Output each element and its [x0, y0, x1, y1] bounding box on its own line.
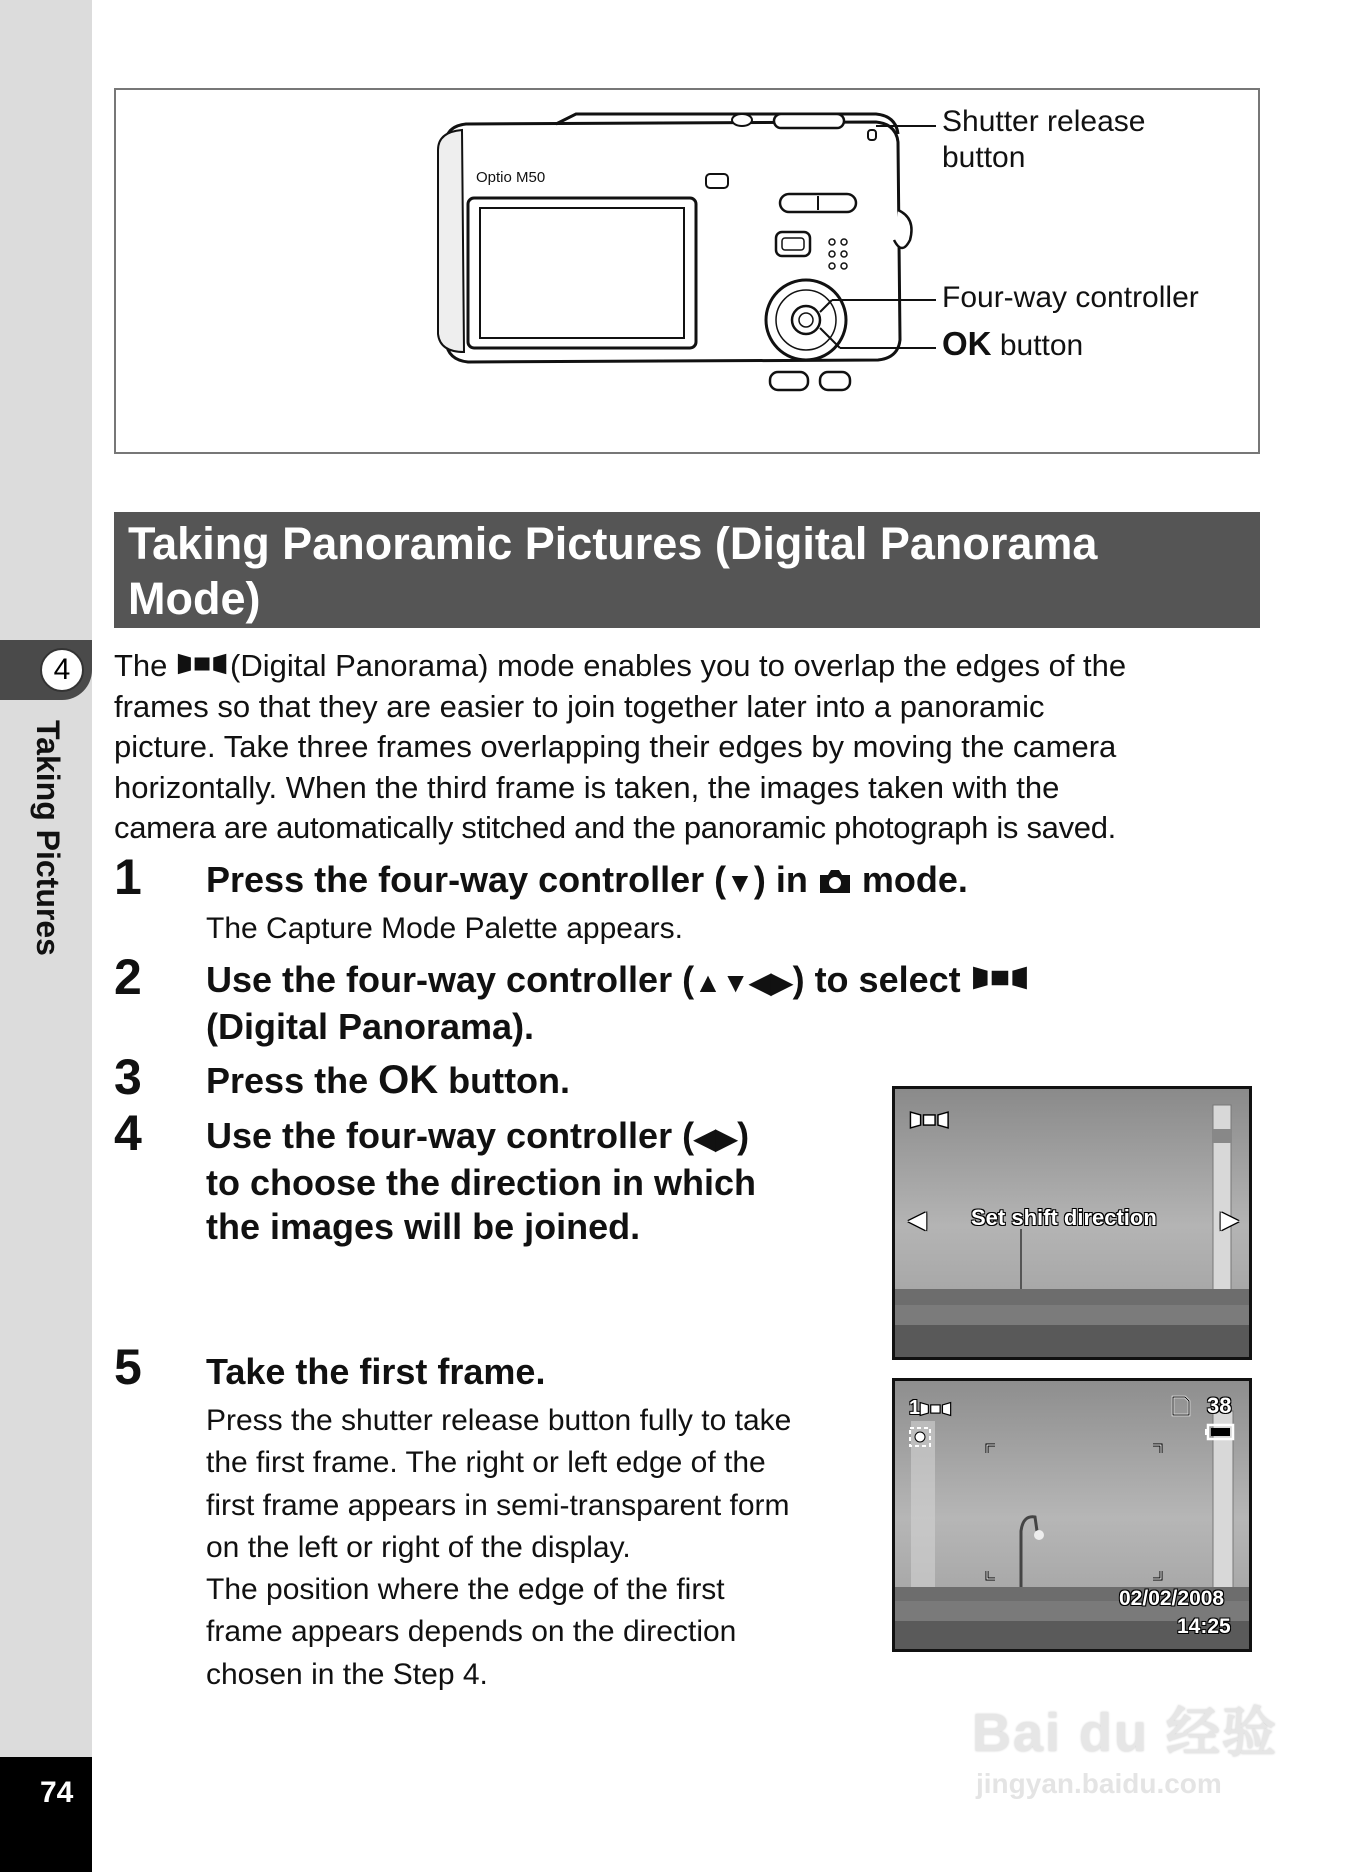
panorama-scene-photo	[895, 1381, 1252, 1652]
step-3-number: 3	[114, 1049, 142, 1105]
chapter-title: Taking Pictures	[30, 720, 66, 956]
camera-illustration-frame	[114, 88, 1260, 454]
step-2-instruction: Use the four-way controller (▲▼◀▶) to select (Digital Panorama).	[206, 958, 1031, 1049]
frame-index: 1	[909, 1397, 921, 1419]
digital-panorama-icon	[176, 650, 230, 678]
face-detection-icon	[909, 1427, 931, 1447]
section-title: Taking Panoramic Pictures (Digital Panorama Mode)	[128, 518, 1098, 624]
right-arrow-icon: ▶	[1221, 1207, 1238, 1232]
step-1-instruction: Press the four-way controller (▼) in mode.	[206, 859, 968, 900]
left-arrow-icon: ◀	[909, 1207, 926, 1232]
callout-four-way-controller: Four-way controller	[942, 281, 1199, 314]
step-5-title: Take the first frame.	[206, 1351, 546, 1392]
step-2-number: 2	[114, 949, 142, 1005]
page-number: 74	[40, 1776, 74, 1809]
step-5-number: 5	[114, 1339, 142, 1395]
capture-date: 02/02/2008	[1119, 1587, 1225, 1610]
baidu-watermark-url: jingyan.baidu.com	[976, 1768, 1222, 1799]
baidu-watermark: Bai du 经验	[972, 1703, 1279, 1763]
digital-panorama-icon	[909, 1109, 951, 1131]
intro-paragraph: The (Digital Panorama) mode enables you to overlap the edges of the frames so that they are easier to join together later into a panoramic picture. Take three frames overlapping their edges by moving the camera horizontally. When the third frame is taken, the images taken with the camera are automatically stitched and the panoramic photograph is saved.	[114, 648, 1127, 845]
set-shift-direction-label: Set shift direction	[971, 1205, 1157, 1230]
lcd-screen-set-direction	[892, 1086, 1252, 1360]
digital-panorama-icon	[919, 1399, 953, 1419]
digital-panorama-icon	[971, 962, 1031, 994]
callout-shutter-release: Shutter release button	[942, 105, 1146, 174]
memory-card-icon	[1171, 1395, 1191, 1417]
lcd-screen-first-frame	[892, 1378, 1252, 1652]
battery-icon	[1205, 1423, 1235, 1441]
step-5-description: Press the shutter release button fully to take the first frame. The right or left edge of the first frame appears in semi-transparent form on the left or right of the display. The position where the edge of the first frame appears depends on the direction chosen in the Step 4.	[206, 1404, 792, 1691]
camera-icon	[818, 867, 852, 895]
step-4-instruction: Use the four-way controller (◀▶) to choose the direction in which the images will be joined.	[206, 1115, 757, 1247]
step-3-instruction: Press the OK button.	[206, 1058, 571, 1102]
step-4-number: 4	[114, 1105, 142, 1161]
camera-model-label: Optio M50	[476, 169, 546, 186]
shots-remaining: 38	[1207, 1393, 1232, 1418]
callout-ok-button: OK button	[942, 325, 1084, 362]
page-number-box	[0, 1757, 92, 1872]
step-1-number: 1	[114, 849, 142, 905]
chapter-number: 4	[40, 648, 84, 692]
step-1-description: The Capture Mode Palette appears.	[206, 912, 683, 945]
capture-time: 14:25	[1177, 1615, 1231, 1638]
